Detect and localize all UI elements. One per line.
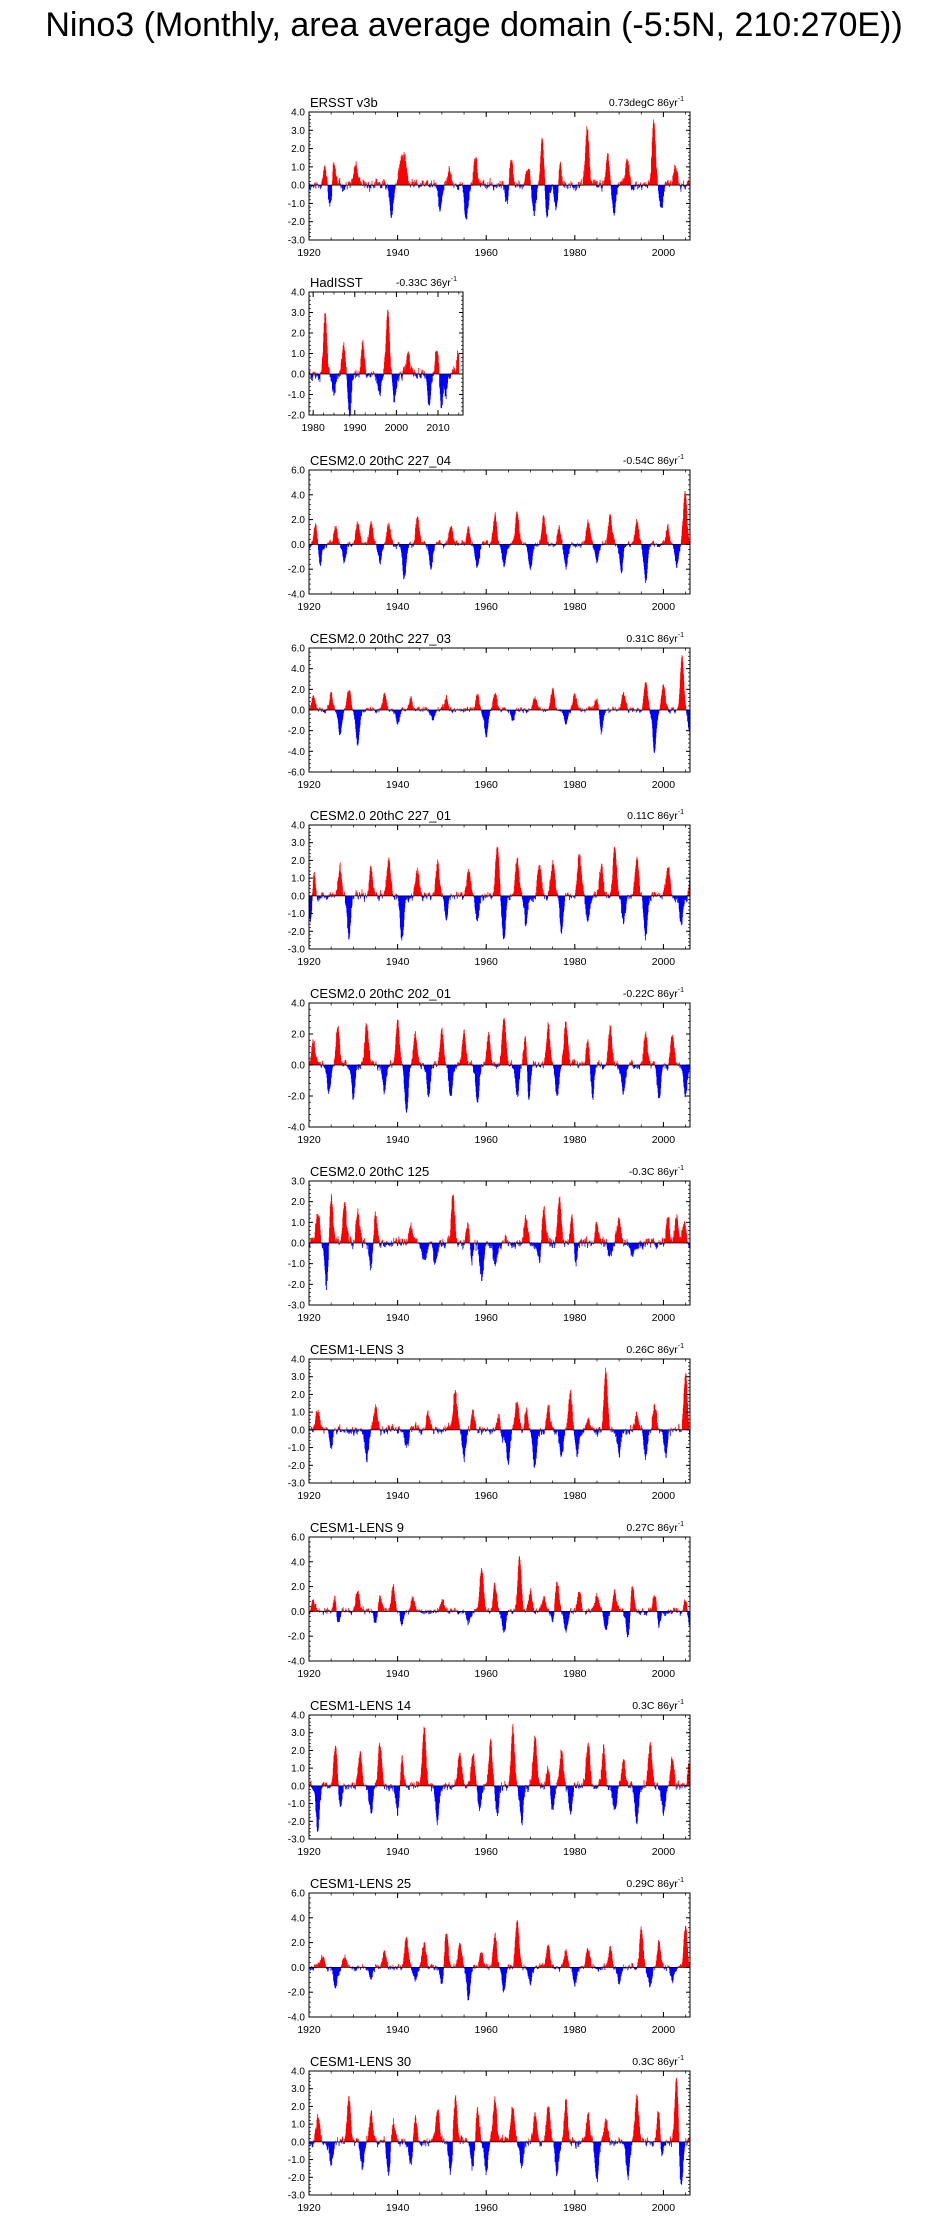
positive-bar xyxy=(462,893,463,896)
negative-bar xyxy=(382,185,383,188)
chart-panel xyxy=(288,453,690,613)
panel-title: HadISST xyxy=(310,275,363,290)
negative-bar xyxy=(344,185,345,190)
y-tick-label: 6.0 xyxy=(291,466,305,477)
negative-bar xyxy=(602,185,603,188)
y-tick-label: 2.0 xyxy=(291,329,305,340)
positive-bar xyxy=(412,369,413,374)
negative-bar xyxy=(318,185,319,188)
negative-bar xyxy=(537,185,538,188)
positive-bar xyxy=(434,180,435,185)
x-tick-label: 1980 xyxy=(563,247,587,259)
positive-bar xyxy=(376,179,377,185)
positive-bar xyxy=(635,182,636,185)
x-tick-label: 1980 xyxy=(563,601,587,613)
y-tick-label: 3.0 xyxy=(291,126,305,137)
negative-bar xyxy=(352,896,353,900)
positive-bar xyxy=(360,180,361,185)
positive-bar xyxy=(514,182,515,186)
negative-bar xyxy=(370,185,371,188)
negative-bar xyxy=(578,185,579,188)
y-tick-label: -1.0 xyxy=(288,909,306,920)
y-tick-label: 4.0 xyxy=(291,664,305,675)
positive-bar xyxy=(565,182,566,185)
positive-bar xyxy=(487,182,488,185)
y-tick-label: -4.0 xyxy=(288,590,306,601)
positive-bar xyxy=(363,893,364,896)
plot-frame xyxy=(309,112,690,240)
y-tick-label: -4.0 xyxy=(288,747,306,758)
negative-bar xyxy=(338,374,339,379)
trend-label xyxy=(609,96,684,109)
y-tick-label: -1.0 xyxy=(288,390,306,401)
positive-bar xyxy=(595,181,596,185)
negative-bar xyxy=(568,185,569,189)
chart-panel xyxy=(288,275,463,434)
positive-bar xyxy=(346,182,347,185)
negative-bar xyxy=(375,374,376,377)
positive-bar xyxy=(407,176,408,185)
positive-bar xyxy=(544,178,545,185)
positive-bar xyxy=(662,541,663,544)
negative-bar xyxy=(575,896,576,899)
positive-bar xyxy=(317,539,318,545)
positive-bar xyxy=(500,884,501,896)
negative-bar xyxy=(400,710,401,714)
positive-bar xyxy=(346,367,347,374)
positive-bar xyxy=(487,540,488,544)
y-tick-label: 3.0 xyxy=(291,838,305,849)
x-tick-label: 1990 xyxy=(343,422,367,434)
positive-bar xyxy=(366,182,367,185)
positive-bar xyxy=(422,369,423,374)
positive-bar xyxy=(426,182,427,185)
trend-value: 0.31C 86yr xyxy=(626,633,678,645)
negative-bar xyxy=(558,185,559,193)
x-tick-label: 1980 xyxy=(301,422,325,434)
negative-bar xyxy=(480,896,481,904)
y-tick-label: 2.0 xyxy=(291,856,305,867)
negative-bar xyxy=(570,185,571,188)
positive-bar xyxy=(578,182,579,185)
negative-bar xyxy=(662,896,663,900)
positive-bar xyxy=(615,707,616,710)
y-tick-label: -3.0 xyxy=(288,945,306,956)
negative-bar xyxy=(553,544,554,547)
positive-bar xyxy=(427,181,428,185)
positive-bar xyxy=(530,180,531,185)
positive-bar xyxy=(500,181,501,185)
negative-bar xyxy=(617,185,618,188)
positive-bar xyxy=(470,541,471,545)
positive-bar xyxy=(600,180,601,185)
positive-bar xyxy=(413,182,414,185)
y-tick-label: 0.0 xyxy=(291,891,305,902)
negative-bar xyxy=(355,374,356,378)
panel-title: ERSST v3b xyxy=(310,95,378,110)
positive-bar xyxy=(460,182,461,185)
y-tick-label: 0.0 xyxy=(291,540,305,551)
x-tick-label: 1940 xyxy=(386,601,410,613)
positive-bar xyxy=(370,707,371,710)
negative-bar xyxy=(396,896,397,899)
negative-bar xyxy=(531,896,532,901)
positive-bar xyxy=(340,370,341,374)
positive-bar xyxy=(471,182,472,185)
y-tick-label: 1.0 xyxy=(291,349,305,360)
negative-bar xyxy=(670,710,671,714)
positive-bar xyxy=(596,181,597,185)
positive-bar xyxy=(683,181,684,186)
x-tick-label: 1960 xyxy=(475,601,499,613)
x-tick-label: 1920 xyxy=(297,601,321,613)
negative-bar xyxy=(454,185,455,188)
y-tick-label: -6.0 xyxy=(288,768,306,779)
y-tick-label: -2.0 xyxy=(288,726,306,737)
positive-bar xyxy=(502,182,503,186)
positive-bar xyxy=(382,181,383,185)
positive-bar xyxy=(418,368,419,374)
x-tick-label: 1940 xyxy=(386,779,410,791)
positive-bar xyxy=(568,892,569,896)
x-tick-label: 1920 xyxy=(297,779,321,791)
negative-bar xyxy=(619,896,620,899)
negative-bar xyxy=(454,896,455,900)
negative-bar xyxy=(638,185,639,188)
negative-bar xyxy=(574,185,575,188)
positive-bar xyxy=(602,541,603,544)
y-tick-label: -1.0 xyxy=(288,199,306,210)
positive-bar xyxy=(592,542,593,545)
negative-bar xyxy=(395,185,396,188)
negative-bar xyxy=(634,185,635,189)
y-tick-label: 2.0 xyxy=(291,685,305,696)
x-tick-label: 2000 xyxy=(385,422,409,434)
negative-bar xyxy=(396,544,397,549)
negative-bar xyxy=(501,185,502,188)
negative-bar xyxy=(485,185,486,188)
negative-bar xyxy=(373,185,374,188)
trend-label xyxy=(396,276,457,289)
positive-bar xyxy=(336,177,337,185)
positive-bar xyxy=(667,706,668,710)
negative-bar xyxy=(376,710,377,713)
positive-bar xyxy=(669,182,670,185)
negative-bar xyxy=(458,185,459,190)
positive-bar xyxy=(356,370,357,374)
positive-bar xyxy=(641,892,642,896)
y-tick-label: -2.0 xyxy=(288,411,306,422)
positive-bar xyxy=(321,893,322,896)
negative-bar xyxy=(394,896,395,900)
negative-bar xyxy=(687,896,688,901)
negative-bar xyxy=(325,710,326,713)
negative-bar xyxy=(609,710,610,713)
negative-bar xyxy=(421,374,422,378)
x-tick-label: 1980 xyxy=(563,779,587,791)
positive-bar xyxy=(316,890,317,896)
negative-bar xyxy=(629,896,630,899)
negative-bar xyxy=(350,185,351,188)
positive-bar xyxy=(377,182,378,185)
positive-bar xyxy=(356,892,357,896)
positive-bar xyxy=(421,892,422,896)
y-tick-label: 1.0 xyxy=(291,162,305,173)
negative-bar xyxy=(629,710,630,713)
negative-bar xyxy=(397,374,398,380)
positive-bar xyxy=(332,893,333,896)
negative-bar xyxy=(443,185,444,191)
trend-label xyxy=(626,632,684,645)
positive-bar xyxy=(645,182,646,185)
negative-bar xyxy=(448,374,449,377)
negative-bar xyxy=(457,896,458,899)
negative-bar xyxy=(569,896,570,900)
positive-bar xyxy=(579,182,580,185)
negative-bar xyxy=(339,374,340,377)
negative-bar xyxy=(320,374,321,382)
negative-bar xyxy=(570,544,571,547)
y-tick-label: -2.0 xyxy=(288,565,306,576)
y-tick-label: 3.0 xyxy=(291,308,305,319)
positive-bar xyxy=(424,371,425,374)
trend-value: 0.73degC 86yr xyxy=(609,97,678,109)
negative-bar xyxy=(576,185,577,190)
positive-bar xyxy=(563,181,564,185)
x-tick-label: 2000 xyxy=(652,247,676,259)
negative-bar xyxy=(358,896,359,900)
positive-bar xyxy=(618,892,619,896)
negative-bar xyxy=(491,896,492,900)
positive-bar xyxy=(462,541,463,544)
positive-bar xyxy=(368,182,369,185)
y-tick-label: 0.0 xyxy=(291,181,305,192)
negative-bar xyxy=(341,185,342,188)
positive-bar xyxy=(467,707,468,710)
positive-bar xyxy=(458,354,459,374)
negative-bar xyxy=(427,896,428,899)
positive-bar xyxy=(606,892,607,896)
negative-bar xyxy=(347,185,348,189)
trend-exponent: -1 xyxy=(451,276,457,283)
negative-bar xyxy=(318,896,319,899)
positive-bar xyxy=(503,181,504,185)
positive-bar xyxy=(441,892,442,896)
negative-bar xyxy=(639,710,640,713)
negative-bar xyxy=(592,896,593,900)
negative-bar xyxy=(647,185,648,188)
negative-bar xyxy=(651,896,652,901)
negative-bar xyxy=(359,374,360,377)
y-tick-label: 6.0 xyxy=(291,644,305,655)
positive-bar xyxy=(519,181,520,185)
negative-bar xyxy=(535,896,536,900)
negative-bar xyxy=(364,896,365,902)
x-tick-label: 2010 xyxy=(426,422,450,434)
negative-bar xyxy=(312,896,313,901)
positive-bar xyxy=(655,892,656,895)
panel-title: CESM2.0 20thC 227_04 xyxy=(310,453,451,468)
negative-bar xyxy=(417,374,418,379)
positive-bar xyxy=(502,707,503,710)
positive-bar xyxy=(521,541,522,544)
chart-panel xyxy=(288,95,690,259)
positive-bar xyxy=(410,542,411,545)
negative-bar xyxy=(376,374,377,378)
negative-bar xyxy=(425,374,426,378)
negative-bar xyxy=(523,710,524,713)
y-tick-label: 2.0 xyxy=(291,515,305,526)
negative-bar xyxy=(315,374,316,379)
page-title: Nino3 (Monthly, area average domain (-5:5N, 210:270E)) xyxy=(0,6,948,45)
negative-bar xyxy=(353,896,354,899)
negative-bar xyxy=(532,896,533,902)
positive-bar xyxy=(562,540,563,545)
negative-bar xyxy=(331,185,332,196)
trend-exponent: -1 xyxy=(678,96,684,103)
positive-bar xyxy=(583,541,584,545)
plot-frame xyxy=(309,470,690,594)
positive-bar xyxy=(618,182,619,185)
negative-bar xyxy=(360,896,361,899)
trend-label xyxy=(623,454,684,467)
positive-bar xyxy=(423,181,424,185)
positive-bar xyxy=(487,892,488,896)
negative-bar xyxy=(573,185,574,190)
negative-bar xyxy=(371,374,372,377)
negative-bar xyxy=(570,710,571,713)
y-tick-label: 0.0 xyxy=(291,706,305,717)
positive-bar xyxy=(562,182,563,185)
x-tick-label: 2000 xyxy=(652,601,676,613)
y-tick-label: -3.0 xyxy=(288,236,306,247)
positive-bar xyxy=(584,541,585,544)
positive-bar xyxy=(521,892,522,896)
positive-bar xyxy=(357,892,358,895)
positive-bar xyxy=(375,541,376,545)
positive-bar xyxy=(492,182,493,185)
negative-bar xyxy=(377,896,378,899)
x-tick-label: 1920 xyxy=(297,247,321,259)
positive-bar xyxy=(597,181,598,186)
trend-exponent: -1 xyxy=(678,454,684,461)
positive-bar xyxy=(640,182,641,185)
positive-bar xyxy=(362,889,363,896)
y-tick-label: 0.0 xyxy=(291,370,305,381)
trend-value: -0.54C 86yr xyxy=(623,455,678,467)
y-tick-label: 2.0 xyxy=(291,144,305,155)
negative-bar xyxy=(335,374,336,383)
negative-bar xyxy=(312,374,313,377)
negative-bar xyxy=(315,185,316,188)
y-tick-label: 4.0 xyxy=(291,108,305,119)
x-tick-label: 2000 xyxy=(652,779,676,791)
positive-bar xyxy=(374,182,375,185)
positive-bar xyxy=(391,369,392,374)
negative-bar xyxy=(496,185,497,188)
positive-bar xyxy=(678,182,679,185)
positive-bar xyxy=(605,540,606,544)
positive-bar xyxy=(657,176,658,185)
positive-bar xyxy=(483,180,484,185)
negative-bar xyxy=(681,185,682,188)
negative-bar xyxy=(564,896,565,901)
positive-bar xyxy=(636,181,637,185)
y-tick-label: -2.0 xyxy=(288,927,306,938)
negative-bar xyxy=(470,185,471,189)
positive-bar xyxy=(658,893,659,896)
positive-bar xyxy=(358,371,359,374)
negative-bar xyxy=(375,185,376,188)
negative-bar xyxy=(624,544,625,547)
trend-value: -0.33C 36yr xyxy=(396,277,451,289)
chart-panel xyxy=(288,808,690,968)
y-tick-label: -2.0 xyxy=(288,217,306,228)
positive-bar xyxy=(490,178,491,185)
y-tick-label: 4.0 xyxy=(291,288,305,299)
negative-bar xyxy=(381,185,382,188)
negative-bar xyxy=(566,185,567,188)
positive-bar xyxy=(440,542,441,545)
negative-bar xyxy=(480,544,481,549)
negative-bar xyxy=(544,896,545,899)
positive-bar xyxy=(653,540,654,544)
positive-bar xyxy=(327,181,328,185)
positive-bar xyxy=(365,893,366,896)
negative-bar xyxy=(444,185,445,190)
positive-bar xyxy=(685,706,686,710)
x-tick-label: 1960 xyxy=(475,779,499,791)
negative-bar xyxy=(522,185,523,189)
negative-bar xyxy=(342,185,343,192)
chart-panel xyxy=(288,631,690,791)
trend-exponent: -1 xyxy=(678,632,684,639)
y-tick-label: 4.0 xyxy=(291,490,305,501)
positive-bar xyxy=(413,707,414,710)
positive-bar xyxy=(329,369,330,374)
positive-bar xyxy=(630,181,631,185)
positive-bar xyxy=(513,178,514,185)
negative-bar xyxy=(508,185,509,190)
panel-title: CESM2.0 20thC 227_03 xyxy=(310,631,451,646)
y-tick-label: 1.0 xyxy=(291,874,305,885)
negative-bar xyxy=(637,185,638,189)
positive-bar xyxy=(581,179,582,185)
positive-bar xyxy=(438,366,439,374)
positive-bar xyxy=(349,181,350,185)
positive-bar xyxy=(456,892,457,896)
positive-bar xyxy=(483,541,484,544)
negative-bar xyxy=(529,896,530,900)
negative-bar xyxy=(510,896,511,900)
x-tick-label: 1960 xyxy=(475,247,499,259)
positive-bar xyxy=(365,369,366,374)
x-tick-label: 1940 xyxy=(386,247,410,259)
negative-bar xyxy=(353,374,354,379)
